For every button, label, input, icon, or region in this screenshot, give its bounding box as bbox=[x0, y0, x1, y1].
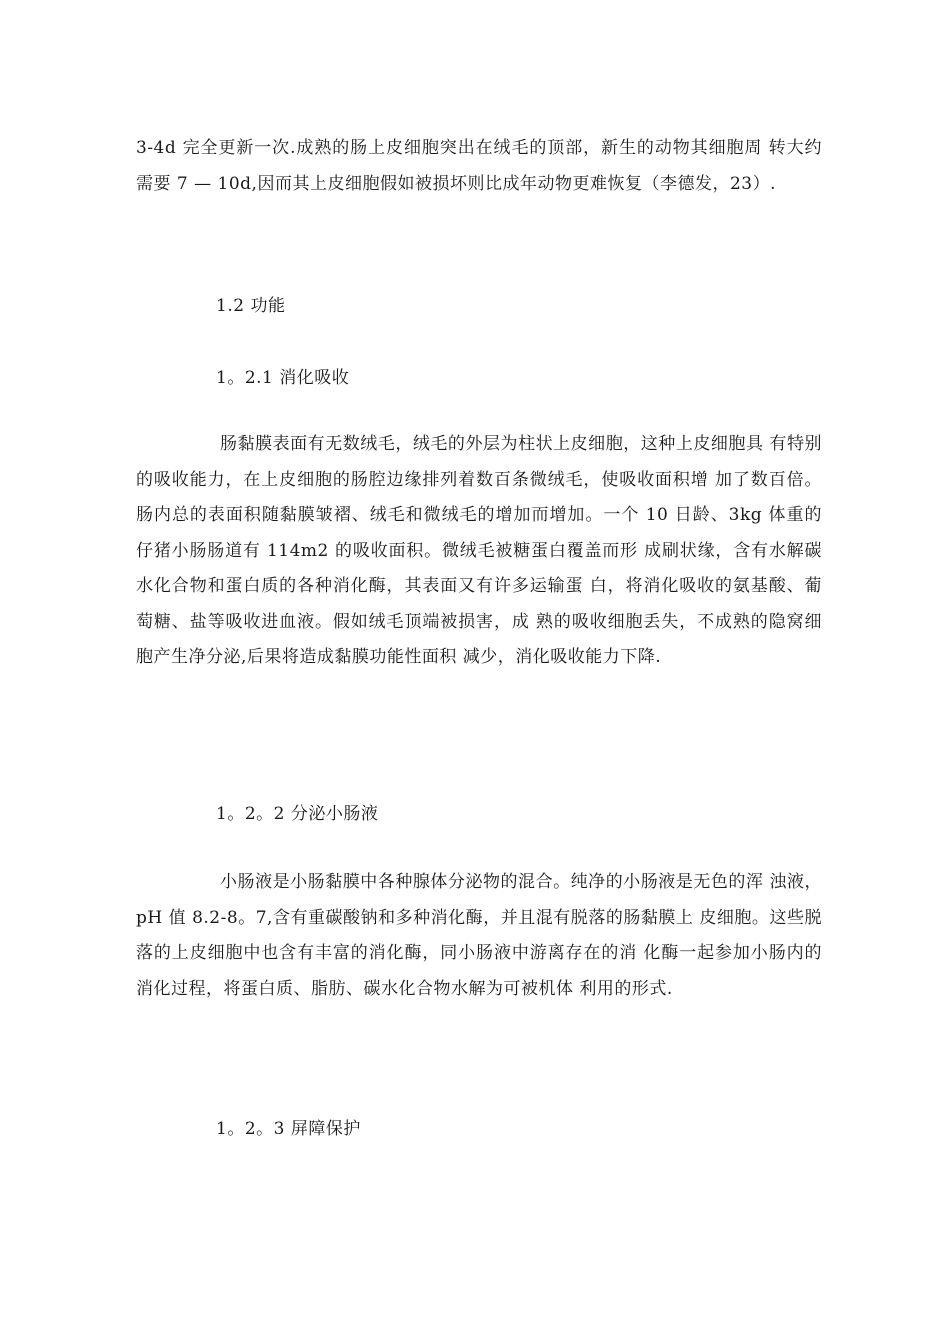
paragraph-intestinal-secretion: 小肠液是小肠黏膜中各种腺体分泌物的混合。纯净的小肠液是无色的浑 浊液，pH 值 8.2-8。7,含有重碳酸钠和多种消化酶，并且混有脱落的肠黏膜上 皮细胞。这些脱落的上皮细胞中也含有丰富的消化酶，同小肠液中游离存在的消 化酶一起参加小肠内的消化过程，将蛋白质、脂肪、碳水化合物水解为可被机体 利用的形式. bbox=[136, 872, 822, 999]
section-heading-1-2-1: 1。2.1 消化吸收 bbox=[216, 368, 350, 388]
intro-paragraph: 3-4d 完全更新一次.成熟的肠上皮细胞突出在绒毛的顶部，新生的动物其细胞周 转大约需要 7 — 10d,因而其上皮细胞假如被损坏则比成年动物更难恢复（李德发，23）. bbox=[136, 138, 822, 194]
section-heading-1-2-2: 1。2。2 分泌小肠液 bbox=[216, 804, 379, 824]
section-heading-1-2: 1.2 功能 bbox=[216, 296, 286, 316]
section-heading-1-2-3: 1。2。3 屏障保护 bbox=[216, 1119, 361, 1139]
paragraph-digestion-absorption: 肠黏膜表面有无数绒毛，绒毛的外层为柱状上皮细胞，这种上皮细胞具 有特别的吸收能力，在上皮细胞的肠腔边缘排列着数百条微绒毛，使吸收面积增 加了数百倍。肠内总的表面积随黏膜皱褶、绒毛和微绒毛的增加而增加。一个 10 日龄、3kg 体重的仔猪小肠肠道有 114m2 的吸收面积。微绒毛被糖蛋白覆盖而形 成刷状缘，含有水解碳水化合物和蛋白质的各种消化酶，其表面又有许多运输蛋 白，将消化吸收的氨基酸、葡萄糖、盐等吸收进血液。假如绒毛顶端被损害，成 熟的吸收细胞丢失，不成熟的隐窝细胞产生净分泌,后果将造成黏膜功能性面积 减少，消化吸收能力下降. bbox=[136, 434, 822, 667]
